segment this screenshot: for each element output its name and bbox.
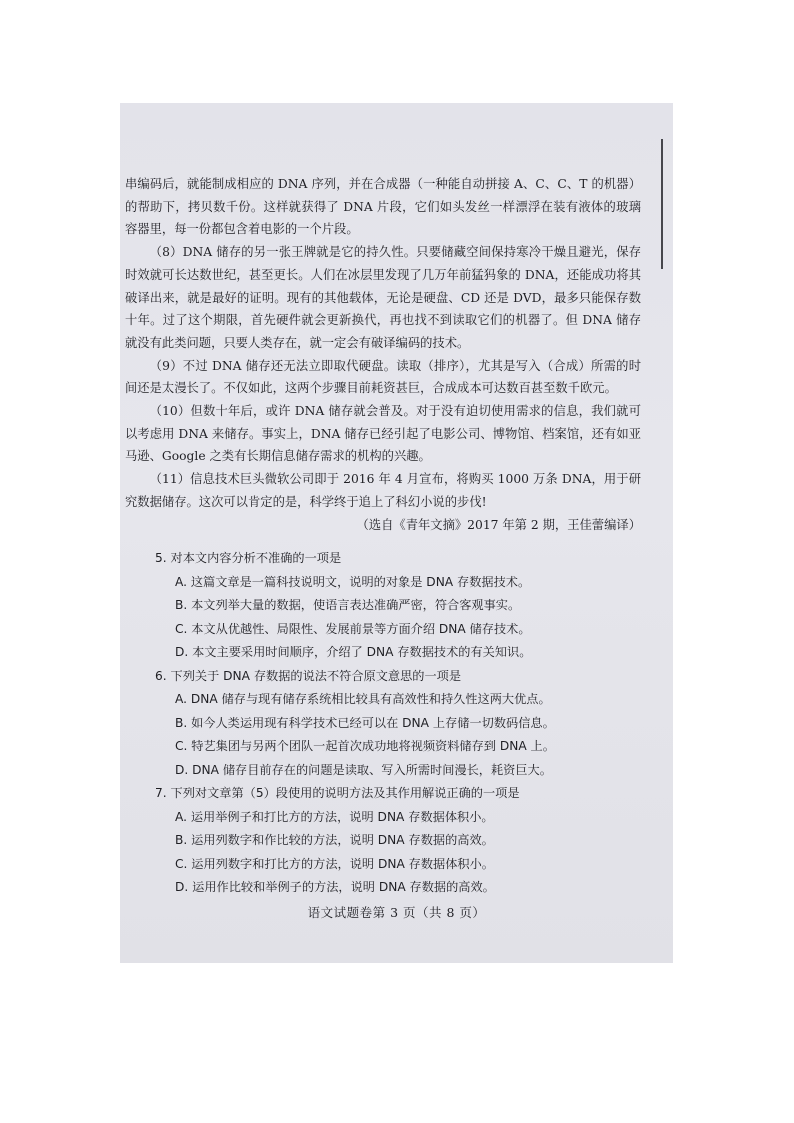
option-c: C. 运用列数字和打比方的方法，说明 DNA 存数据体积小。	[175, 856, 494, 871]
question-stem: 5. 对本文内容分析不准确的一项是	[155, 551, 342, 565]
question-5	[155, 547, 645, 665]
passage-source: （选自《青年文摘》2017 年第 2 期，王佳蕾编译）	[356, 517, 641, 532]
option-d: D. 运用作比较和举例子的方法，说明 DNA 存数据的高效。	[175, 880, 495, 894]
page-footer: 语文试题卷第 3 页（共 8 页）	[307, 905, 486, 920]
option-c: C. 本文从优越性、局限性、发展前景等方面介绍 DNA 储存技术。	[175, 621, 531, 636]
option-a: A. DNA 储存与现有储存系统相比较具有高效性和持久性这两大优点。	[175, 692, 551, 706]
passage-paragraph-11: （11）信息技术巨头微软公司即于 2016 年 4 月宣布，将购买 1000 万条 DNA，用于研究数据储存。这次可以肯定的是，科学终于追上了科幻小说的步伐!	[125, 472, 641, 509]
passage-paragraph-10: （10）但数十年后，或许 DNA 储存就会普及。对于没有迫切使用需求的信息，我们就可以考虑用 DNA 来储存。事实上，DNA 储存已经引起了电影公司、博物馆、档案馆，还有如亚马逊、Google 之类有长期信息储存需求的机构的兴趣。	[125, 404, 641, 464]
question-stem: 6. 下列关于 DNA 存数据的说法不符合原文意思的一项是	[155, 668, 462, 683]
reading-passage	[125, 173, 641, 536]
question-6	[155, 665, 645, 783]
option-b: B. 如今人类运用现有科学技术已经可以在 DNA 上存储一切数码信息。	[175, 715, 555, 730]
passage-paragraph-9: （9）不过 DNA 储存还无法立即取代硬盘。读取（排序），尤其是写入（合成）所需的时间还是太漫长了。不仅如此，这两个步骤目前耗资甚巨，合成成本可达数百甚至数千欧元。	[125, 358, 641, 396]
question-section	[155, 547, 645, 900]
option-d: D. DNA 储存目前存在的问题是读取、写入所需时间漫长，耗资巨大。	[175, 762, 552, 777]
question-stem: 7. 下列对文章第（5）段使用的说明方法及其作用解说正确的一项是	[155, 786, 520, 800]
passage-paragraph-8: （8）DNA 储存的另一张王牌就是它的持久性。只要储藏空间保持寒冷干燥且避光，保存时效就可长达数世纪，甚至更长。人们在冰层里发现了几万年前猛犸象的 DNA，还能成功将其破译出来，就是最好的证明。现有的其他载体，无论是硬盘、CD 还是 DVD，最多只能保存数十年。过了这个期限，首先硬件就会更新换代，再也找不到读取它们的机器了。但 DNA 储存就没有此类问题，只要人类存在，就一定会有破译编码的技术。	[125, 245, 641, 350]
question-7	[155, 782, 645, 900]
option-a: A. 这篇文章是一篇科技说明文，说明的对象是 DNA 存数据技术。	[175, 574, 531, 589]
passage-paragraph-continued: 串编码后，就能制成相应的 DNA 序列，并在合成器（一种能自动拼接 A、C、C、T 的机器）的帮助下，拷贝数千份。这样就获得了 DNA 片段，它们如头发丝一样漂浮在装有液体的玻璃容器里，每一份都包含着电影的一个片段。	[125, 177, 641, 237]
scanned-exam-page	[120, 103, 673, 963]
option-b: B. 本文列举大量的数据，使语言表达准确严密，符合客观事实。	[175, 598, 521, 612]
option-b: B. 运用列数字和作比较的方法，说明 DNA 存数据的高效。	[175, 833, 494, 847]
option-c: C. 特艺集团与另两个团队一起首次成功地将视频资料储存到 DNA 上。	[175, 739, 555, 753]
option-d: D. 本文主要采用时间顺序，介绍了 DNA 存数据技术的有关知识。	[175, 645, 532, 659]
page-edge-mark	[661, 139, 663, 269]
option-a: A. 运用举例子和打比方的方法，说明 DNA 存数据体积小。	[175, 809, 494, 824]
